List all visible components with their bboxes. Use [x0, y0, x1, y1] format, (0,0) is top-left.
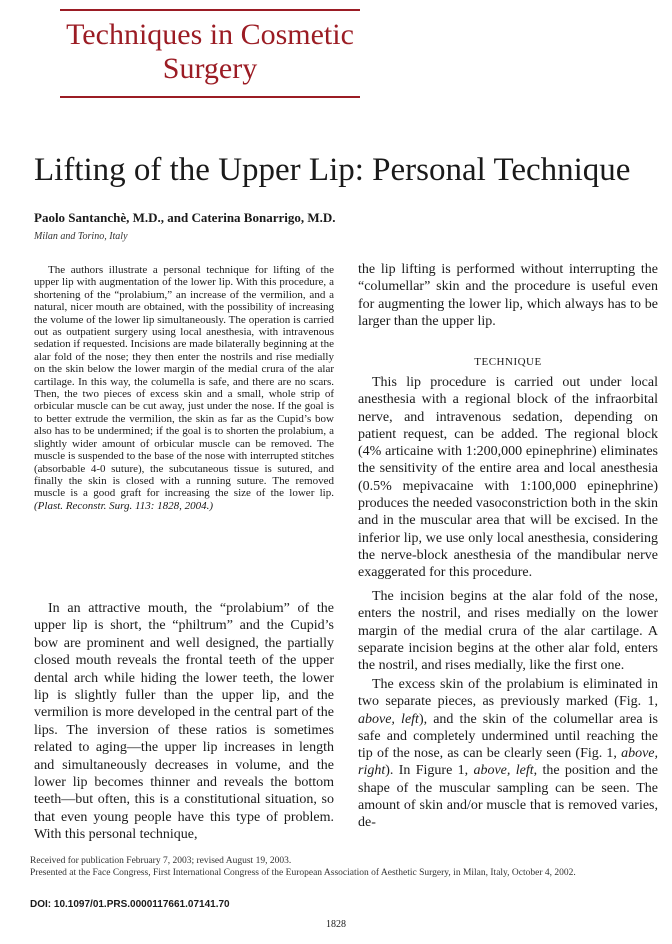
article-title: Lifting of the Upper Lip: Personal Technique — [34, 152, 631, 188]
abstract-citation: (Plast. Reconstr. Surg. 113: 1828, 2004.) — [34, 499, 214, 512]
technique-paragraph-1-text: This lip procedure is carried out under local anesthesia with a regional block of the infraorbital nerve, and intravenous sedation, depending on patient request, can be added. The regional block (4% articaine with 1:200,000 epinephrine) eliminates the sensitivity of the entire area and local anesthesia (0.5% mepivacaine with 1:100,000 epinephrine) produces the needed vasoconstriction both in the skin and in the muscular area that will be excised. In the inferior lip, we use only local anesthesia, considering the nerve-block anesthesia of the mandibular nerve exaggerated for this procedure. — [358, 375, 658, 581]
technique-paragraph-1 — [358, 374, 658, 582]
technique-heading: TECHNIQUE — [474, 356, 542, 368]
section-title: Techniques in Cosmetic Surgery — [66, 18, 354, 85]
footnotes — [20, 856, 652, 879]
technique-p3-part-d: , the position and the shape of the muscular sampling can be seen. The amount of skin and/or muscle that is removed varies, de- — [358, 763, 658, 831]
technique-paragraph-2 — [358, 588, 658, 674]
footnote-presented: Presented at the Face Congress, First International Congress of the European Association of Aesthetic Surgery, in Milan, Italy, October 4, 2002. — [30, 867, 576, 878]
footnote-received: Received for publication February 7, 2003; revised August 19, 2003. — [30, 856, 292, 866]
figure-ref-above-left-2: above, left — [473, 763, 534, 779]
right-continuation-text: the lip lifting is performed without interrupting the “columellar” skin and the procedure is useful even for augmenting the lower lip, which always has to be larger than the upper lip. — [358, 262, 658, 329]
authors: Paolo Santanchè, M.D., and Caterina Bonarrigo, M.D. — [34, 210, 336, 225]
body-left-paragraph: In an attractive mouth, the “prolabium” of the upper lip is short, the “philtrum” and the Cupid’s bow are prominent and well designed, the partially closed mouth reveals the frontal teeth of the upper dental arch while hiding the lower teeth, the lower lip is slightly fuller than the upper lip, and the vermilion is more developed in the central part of the lips. The inversion of these ratios is sometimes related to aging—the upper lip increases in length and simultaneously decreases in volume, and the lower lip becomes thinner and reveals the bottom teeth—but often, this is a constitutional situation, so that even young people have this type of problem. With this personal technique, — [34, 601, 334, 843]
technique-paragraph-3 — [358, 676, 658, 832]
figure-ref-above-right: above, right — [358, 746, 658, 779]
technique-p3-part-a: The excess skin of the prolabium is eliminated in two separate pieces, as previously marked (Fig. 1, — [358, 677, 658, 710]
technique-p3-part-b: ), and the skin of the columellar area is safe and completely undermined until reaching the tip of the nose, as can be clearly seen (Fig. 1, — [358, 711, 658, 762]
body-right-continuation — [358, 261, 658, 330]
technique-p3-part-c: ). In Figure 1, — [385, 763, 474, 779]
abstract-text: The authors illustrate a personal technique for lifting of the upper lip with augmentation of the lower lip. With this procedure, a shortening of the “prolabium,” an increase of the vermilion, and a natural, nicer mouth are obtained, with the possibility of increasing the volume of the lower lip simultaneously. The operation is carried out as outpatient surgery using local anesthesia, with intravenous sedation if requested. Incisions are made bilaterally beginning at the alar fold of the nose; they then enter the nostrils and rise medially on the skin below the lower margin of the medial crura of the alar cartilage. In this way, the columella is safe, and there are no scars. Then, the two pieces of excess skin and a small, whole strip of orbicular muscle can be cut away, just under the nose. If the goal is to better extrude the vermilion, the skin as far as the Cupid’s bow also has to be undermined; if the goal is to shorten the prolabium, a slightly wider amount of orbicular muscle can be removed. The muscle is suspended to the base of the nose with interrupted stitches (absorbable 4-0 suture), the subcutaneous tissue is sutured, and finally the skin is closed with a running suture. The removed muscle is a good graft for increasing the size of the lower lip. — [34, 264, 334, 500]
affiliation: Milan and Torino, Italy — [34, 231, 128, 242]
page-number: 1828 — [326, 919, 346, 930]
figure-ref-above-left: above, left — [358, 711, 419, 727]
header-top-rule — [60, 9, 360, 11]
technique-paragraph-3-text — [358, 676, 658, 832]
doi: DOI: 10.1097/01.PRS.0000117661.07141.70 — [30, 899, 230, 910]
header-bottom-rule — [60, 96, 360, 98]
abstract — [34, 264, 334, 512]
technique-paragraph-2-text: The incision begins at the alar fold of the nose, enters the nostril, and rises medially on the lower margin of the medial crura of the alar cartilage. A separate incision begins at the other alar fold, enters the nostril, and rises medially, like the first one. — [358, 589, 658, 674]
